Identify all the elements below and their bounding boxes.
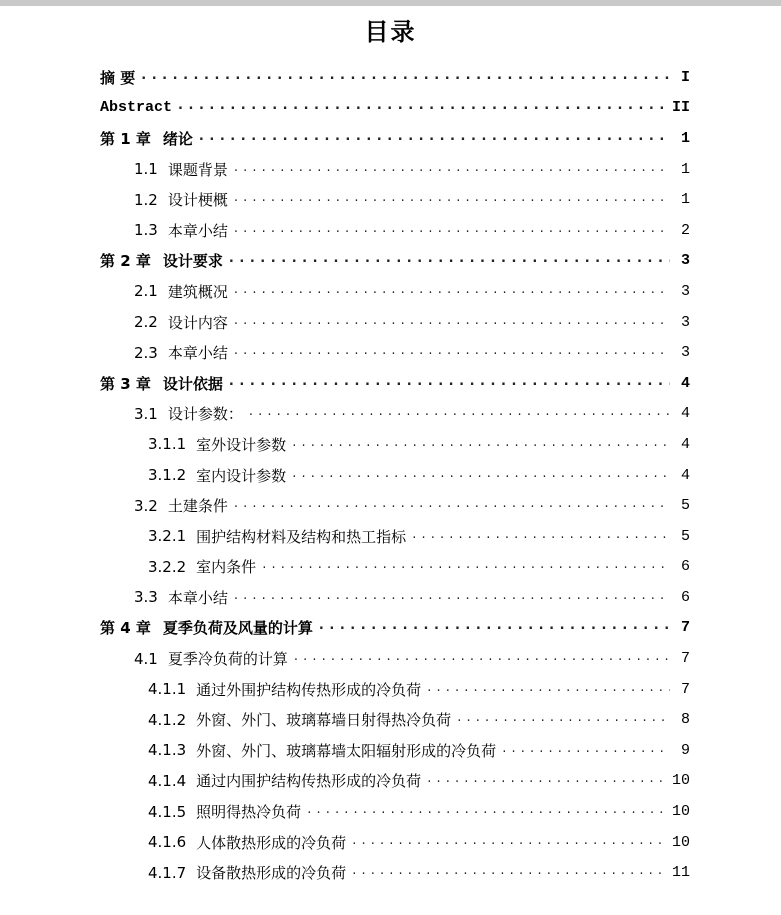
toc-entry[interactable]: [100, 552, 690, 583]
toc-entry-page-number: 10: [671, 803, 690, 821]
toc-entry-page-number: 2: [680, 221, 690, 239]
toc-entry[interactable]: [100, 521, 690, 552]
toc-entry-page-number: 10: [671, 833, 690, 851]
toc-entry-number: 4.1: [134, 649, 158, 668]
toc-entry-page-number: 3: [680, 252, 690, 270]
toc-entry-number: 3.1.2: [148, 466, 187, 485]
toc-entry-page-number: 4: [680, 374, 690, 392]
toc-entry-number: 4.1.2: [148, 710, 187, 729]
toc-entry-label: 课题背景: [167, 160, 228, 179]
toc-entry-label: 设备散热形成的冷负荷: [196, 864, 347, 883]
dot-leader: [307, 804, 666, 819]
dot-leader: [229, 376, 670, 391]
toc-entry-page-number: 4: [680, 466, 690, 484]
dot-leader: [234, 590, 670, 605]
dot-leader: [412, 529, 670, 544]
toc-entry[interactable]: [100, 490, 690, 521]
dot-leader: [292, 468, 670, 483]
toc-entry-page-number: 3: [680, 313, 690, 331]
toc-entry-label: 土建条件: [167, 497, 228, 516]
toc-entry-number: 1.2: [134, 190, 158, 209]
dot-leader: [234, 345, 670, 360]
toc-entry-number: 1.1: [134, 160, 158, 179]
toc-entry-label: 本章小结: [167, 588, 228, 607]
dot-leader: [427, 682, 670, 697]
toc-entry-label: 室外设计参数: [196, 435, 287, 454]
dot-leader: [457, 712, 670, 727]
dot-leader: [234, 192, 670, 207]
toc-entry-page-number: 6: [680, 558, 690, 576]
toc-entry-number: 3.3: [134, 588, 158, 607]
toc-entry-number: 1.3: [134, 221, 158, 240]
toc-entry-number: 3.1: [134, 404, 158, 423]
toc-entry-page-number: 4: [680, 405, 690, 423]
toc-entry[interactable]: [100, 643, 690, 674]
dot-leader: [319, 620, 670, 635]
toc-entry-label: Abstract: [100, 99, 173, 117]
dot-leader: [234, 498, 670, 513]
toc-title: 目录: [364, 18, 417, 46]
toc-entry[interactable]: [100, 582, 690, 613]
toc-entry-label: 本章小结: [167, 344, 228, 363]
toc-entry-page-number: 7: [680, 619, 690, 637]
toc-entry-page-number: 3: [680, 282, 690, 300]
toc-entry[interactable]: [100, 123, 690, 154]
toc-entry-number: 4.1.7: [148, 863, 187, 882]
toc-entry[interactable]: [100, 735, 690, 766]
toc-entry-page-number: 10: [671, 772, 690, 790]
toc-entry-page-number: 6: [680, 588, 690, 606]
dot-leader: [262, 559, 670, 574]
dot-leader: [249, 406, 670, 421]
toc-entry[interactable]: [100, 93, 690, 124]
toc-entry-number: 第 2 章: [100, 252, 151, 271]
dot-leader: [294, 651, 670, 666]
toc-entry-number: 第 4 章: [100, 619, 151, 638]
toc-entry[interactable]: [100, 337, 690, 368]
toc-entry-label: 室内条件: [196, 558, 257, 577]
toc-entry-number: 4.1.5: [148, 802, 187, 821]
toc-entry-number: 4.1.1: [148, 680, 187, 699]
toc-entry-label: 通过外围护结构传热形成的冷负荷: [196, 680, 422, 699]
toc-entry-label: 围护结构材料及结构和热工指标: [196, 527, 407, 546]
toc-entry-label: 建筑概况: [167, 282, 228, 301]
toc-entry-label: 本章小结: [167, 221, 228, 240]
toc-entry-page-number: 9: [680, 741, 690, 759]
toc-entry-page-number: 11: [671, 864, 690, 882]
toc-entry-number: 3.1.1: [148, 435, 187, 454]
toc-entry[interactable]: [100, 766, 690, 797]
toc-entry-label: 设计内容: [167, 313, 228, 332]
toc-entry[interactable]: [100, 184, 690, 215]
toc-entry-page-number: 1: [680, 191, 690, 209]
dot-leader: [199, 131, 670, 146]
toc-entry[interactable]: [100, 62, 690, 93]
toc-entry-label: 设计依据: [162, 374, 223, 393]
toc-entry-page-number: I: [680, 68, 690, 86]
toc-entry[interactable]: [100, 857, 690, 888]
toc-entry-number: 3.2: [134, 496, 158, 515]
toc-entry[interactable]: [100, 154, 690, 185]
toc-entry-label: 夏季冷负荷的计算: [167, 650, 288, 669]
toc-entry-page-number: 1: [680, 160, 690, 178]
toc-entry[interactable]: [100, 796, 690, 827]
toc-entry-number: 2.2: [134, 313, 158, 332]
toc-entry[interactable]: [100, 827, 690, 858]
dot-leader: [502, 743, 670, 758]
dot-leader: [229, 253, 670, 268]
dot-leader: [234, 162, 670, 177]
toc-entry-page-number: 7: [680, 680, 690, 698]
toc-entry-page-number: 3: [680, 344, 690, 362]
toc-entry[interactable]: [100, 215, 690, 246]
toc-entry-label: 外窗、外门、玻璃幕墙太阳辐射形成的冷负荷: [196, 741, 497, 760]
toc-entry[interactable]: [100, 704, 690, 735]
toc-entry[interactable]: [100, 429, 690, 460]
toc-entry-page-number: 8: [680, 711, 690, 729]
toc-entry-label: 设计要求: [162, 252, 223, 271]
toc-entry-number: 4.1.4: [148, 771, 187, 790]
dot-leader: [427, 773, 666, 788]
toc-entry-label: 室内设计参数: [196, 466, 287, 485]
toc-entry-number: 4.1.3: [148, 741, 187, 760]
dot-leader: [234, 315, 670, 330]
toc-entry-page-number: 7: [680, 650, 690, 668]
toc-entry-page-number: 5: [680, 497, 690, 515]
dot-leader: [141, 70, 670, 85]
toc-entry-number: 3.2.1: [148, 527, 187, 546]
toc-entry[interactable]: [100, 674, 690, 705]
toc-entry-number: 2.1: [134, 282, 158, 301]
dot-leader: [234, 284, 670, 299]
toc-entry-number: 4.1.6: [148, 833, 187, 852]
toc-entry-label: 夏季负荷及风量的计算: [162, 619, 313, 638]
toc-entry[interactable]: [100, 307, 690, 338]
dot-leader: [178, 100, 666, 115]
toc-entry[interactable]: [100, 399, 690, 430]
toc-entry-label: 通过内围护结构传热形成的冷负荷: [196, 772, 422, 791]
toc-entry-label: 设计参数：: [167, 405, 243, 424]
toc-entry-label: 照明得热冷负荷: [196, 803, 302, 822]
toc-entry-label: 绪论: [162, 129, 193, 148]
toc-entry-page-number: II: [671, 99, 690, 117]
toc-entry[interactable]: [100, 368, 690, 399]
toc-entry-label: 人体散热形成的冷负荷: [196, 833, 347, 852]
table-of-contents: [100, 62, 690, 888]
toc-entry-number: 3.2.2: [148, 557, 187, 576]
toc-entry[interactable]: [100, 460, 690, 491]
toc-entry[interactable]: [100, 276, 690, 307]
dot-leader: [292, 437, 670, 452]
toc-entry-label: 摘 要: [100, 68, 136, 87]
toc-entry-label: 外窗、外门、玻璃幕墙日射得热冷负荷: [196, 711, 452, 730]
toc-entry-page-number: 1: [680, 129, 690, 147]
toc-entry-label: 设计梗概: [167, 191, 228, 210]
dot-leader: [352, 835, 666, 850]
toc-entry[interactable]: [100, 246, 690, 277]
toc-entry-page-number: 5: [680, 527, 690, 545]
toc-entry[interactable]: [100, 613, 690, 644]
dot-leader: [234, 223, 670, 238]
toc-entry-number: 第 3 章: [100, 374, 151, 393]
toc-entry-number: 2.3: [134, 343, 158, 362]
dot-leader: [352, 865, 666, 880]
toc-entry-number: 第 1 章: [100, 129, 151, 148]
toc-entry-page-number: 4: [680, 435, 690, 453]
